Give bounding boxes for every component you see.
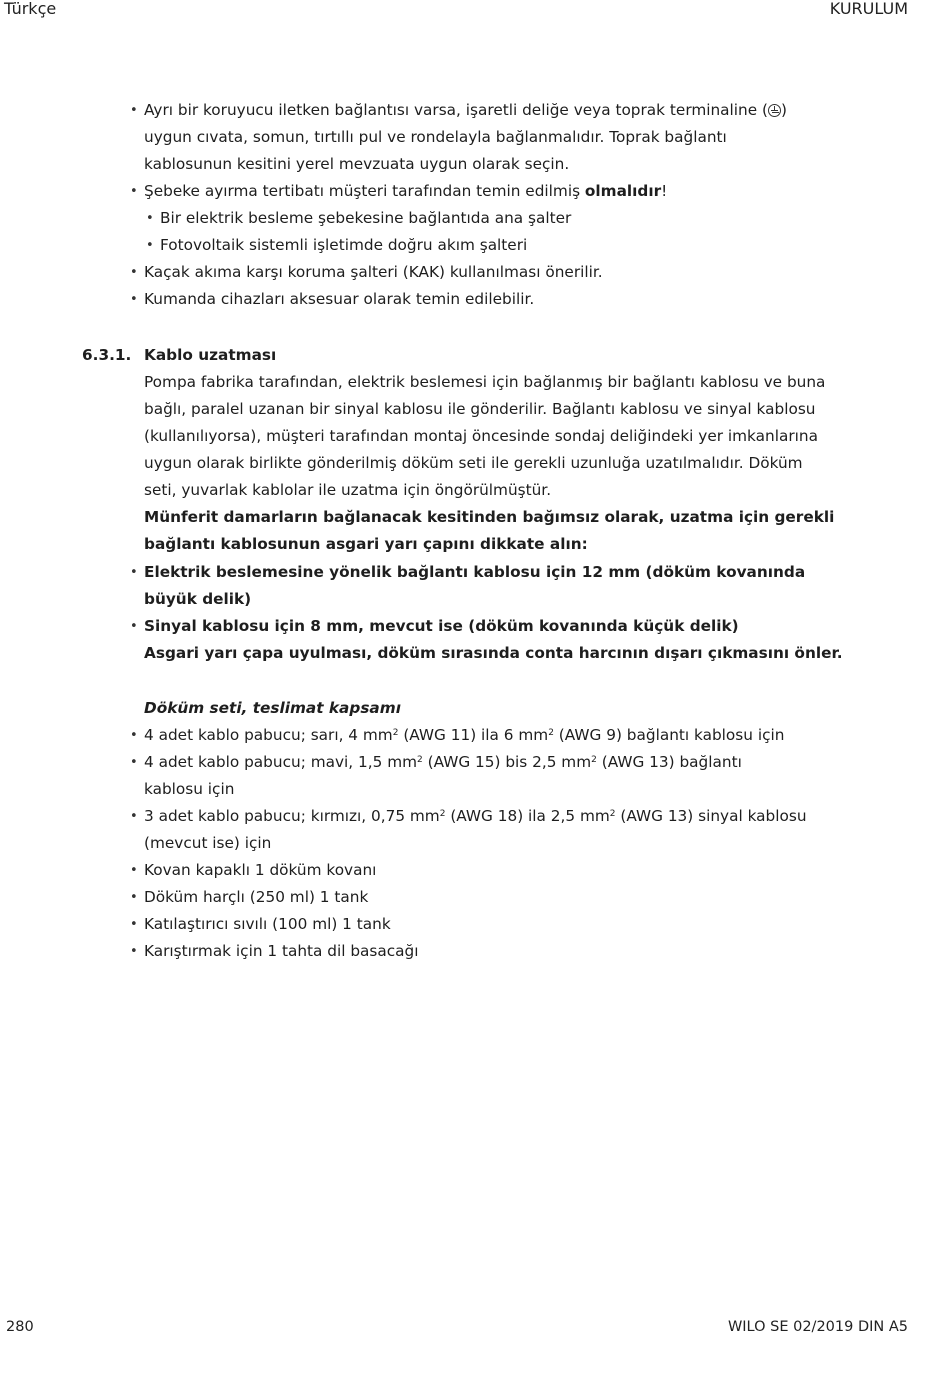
page-number: 280 <box>6 1319 34 1335</box>
sub-bullet: • <box>146 238 154 253</box>
section-title: Kablo uzatması <box>144 346 277 364</box>
text: 4 adet kablo pabucu; mavi, 1,5 mm <box>144 753 417 771</box>
superscript: 2 <box>591 755 597 765</box>
earth-icon <box>768 104 781 117</box>
superscript: 2 <box>439 809 446 819</box>
text: (AWG 9) bağlantı kablosu için <box>553 726 785 744</box>
bullet: • <box>130 292 138 307</box>
superscript: 2 <box>392 728 399 738</box>
sub-bullet: • <box>146 211 154 226</box>
text: (kullanılıyorsa), müşteri tarafından montaj öncesinde sondaj deliğindeki yer imkanlarına <box>144 427 818 445</box>
bullet: • <box>130 944 138 959</box>
text: (AWG 13) sinyal kablosu <box>615 807 807 825</box>
list-item: Katılaştırıcı sıvılı (100 ml) 1 tank <box>144 915 391 933</box>
list-item <box>144 722 844 749</box>
superscript: 2 <box>609 809 616 819</box>
bullet: • <box>130 103 138 118</box>
text: uygun cıvata, somun, tırtıllı pul ve rondelayla bağlanmalıdır. Toprak bağlantı <box>144 128 727 146</box>
list-item <box>144 749 844 803</box>
text: Münferit damarların bağlanacak kesitinden bağımsız olarak, uzatma için gerekli <box>144 508 835 526</box>
text: (mevcut ise) için <box>144 834 272 852</box>
text: kablosunun kesitini yerel mevzuata uygun olarak seçin. <box>144 155 570 173</box>
header-section: KURULUM <box>829 0 908 18</box>
text: (AWG 11) ila 6 mm <box>398 726 549 744</box>
text: (AWG 13) bağlantı <box>596 753 742 771</box>
list-item: Döküm harçlı (250 ml) 1 tank <box>144 888 369 906</box>
text: ) <box>781 101 787 119</box>
text: 3 adet kablo pabucu; kırmızı, 0,75 mm <box>144 807 440 825</box>
list-item <box>144 803 844 857</box>
text: Ayrı bir koruyucu iletken bağlantısı varsa, işaretli deliğe veya toprak terminaline ( <box>144 101 768 119</box>
bullet: • <box>130 265 138 280</box>
text: Pompa fabrika tarafından, elektrik beslemesi için bağlanmış bir bağlantı kablosu ve buna <box>144 373 826 391</box>
list-item: Kovan kapaklı 1 döküm kovanı <box>144 861 377 879</box>
header-language: Türkçe <box>4 0 57 18</box>
bold-note: Asgari yarı çapa uyulması, döküm sırasında conta harcının dışarı çıkmasını önler. <box>144 644 843 662</box>
list-item: Kaçak akıma karşı koruma şalteri (KAK) kullanılması önerilir. <box>144 263 603 281</box>
bullet: • <box>130 863 138 878</box>
list-item: Karıştırmak için 1 tahta dil basacağı <box>144 942 419 960</box>
text: kablosu için <box>144 780 235 798</box>
bullet: • <box>130 619 138 634</box>
text-bold: olmalıdır <box>584 182 662 200</box>
list-item: Kumanda cihazları aksesuar olarak temin edilebilir. <box>144 290 535 308</box>
superscript: 2 <box>548 728 554 738</box>
text: seti, yuvarlak kablolar ile uzatma için öngörülmüştür. <box>144 481 552 499</box>
bullet: • <box>130 728 138 743</box>
text: bağlı, paralel uzanan bir sinyal kablosu ile gönderilir. Bağlantı kablosu ve sinyal kablosu <box>144 400 816 418</box>
bold-list-item: Sinyal kablosu için 8 mm, mevcut ise (döküm kovanında küçük delik) <box>144 617 739 635</box>
text: bağlantı kablosunun asgari yarı çapını dikkate alın: <box>144 535 588 553</box>
text: (AWG 15) bis 2,5 mm <box>422 753 592 771</box>
scope-heading: Döküm seti, teslimat kapsamı <box>144 699 401 717</box>
bullet: • <box>130 809 138 824</box>
bullet: • <box>130 917 138 932</box>
list-item <box>144 97 844 178</box>
superscript: 2 <box>417 755 423 765</box>
bold-paragraph <box>144 504 844 558</box>
text: (AWG 18) ila 2,5 mm <box>445 807 610 825</box>
text: Şebeke ayırma tertibatı müşteri tarafından temin edilmiş <box>144 182 585 200</box>
section-number: 6.3.1. <box>82 346 132 364</box>
text: uygun olarak birlikte gönderilmiş döküm seti ile gerekli uzunluğa uzatılmalıdır. Döküm <box>144 454 803 472</box>
text: 4 adet kablo pabucu; sarı, 4 mm <box>144 726 393 744</box>
paragraph <box>144 369 844 504</box>
list-item <box>144 178 844 205</box>
text: ! <box>661 182 668 200</box>
bold-list-item <box>144 559 844 613</box>
bullet: • <box>130 184 138 199</box>
sub-list-item: Bir elektrik besleme şebekesine bağlantıda ana şalter <box>160 209 572 227</box>
bullet: • <box>130 755 138 770</box>
text: büyük delik) <box>144 590 252 608</box>
sub-list-item: Fotovoltaik sistemli işletimde doğru akım şalteri <box>160 236 528 254</box>
footer-imprint: WILO SE 02/2019 DIN A5 <box>727 1319 908 1335</box>
bullet: • <box>130 565 138 580</box>
text: Elektrik beslemesine yönelik bağlantı kablosu için 12 mm (döküm kovanında <box>144 563 806 581</box>
bullet: • <box>130 890 138 905</box>
